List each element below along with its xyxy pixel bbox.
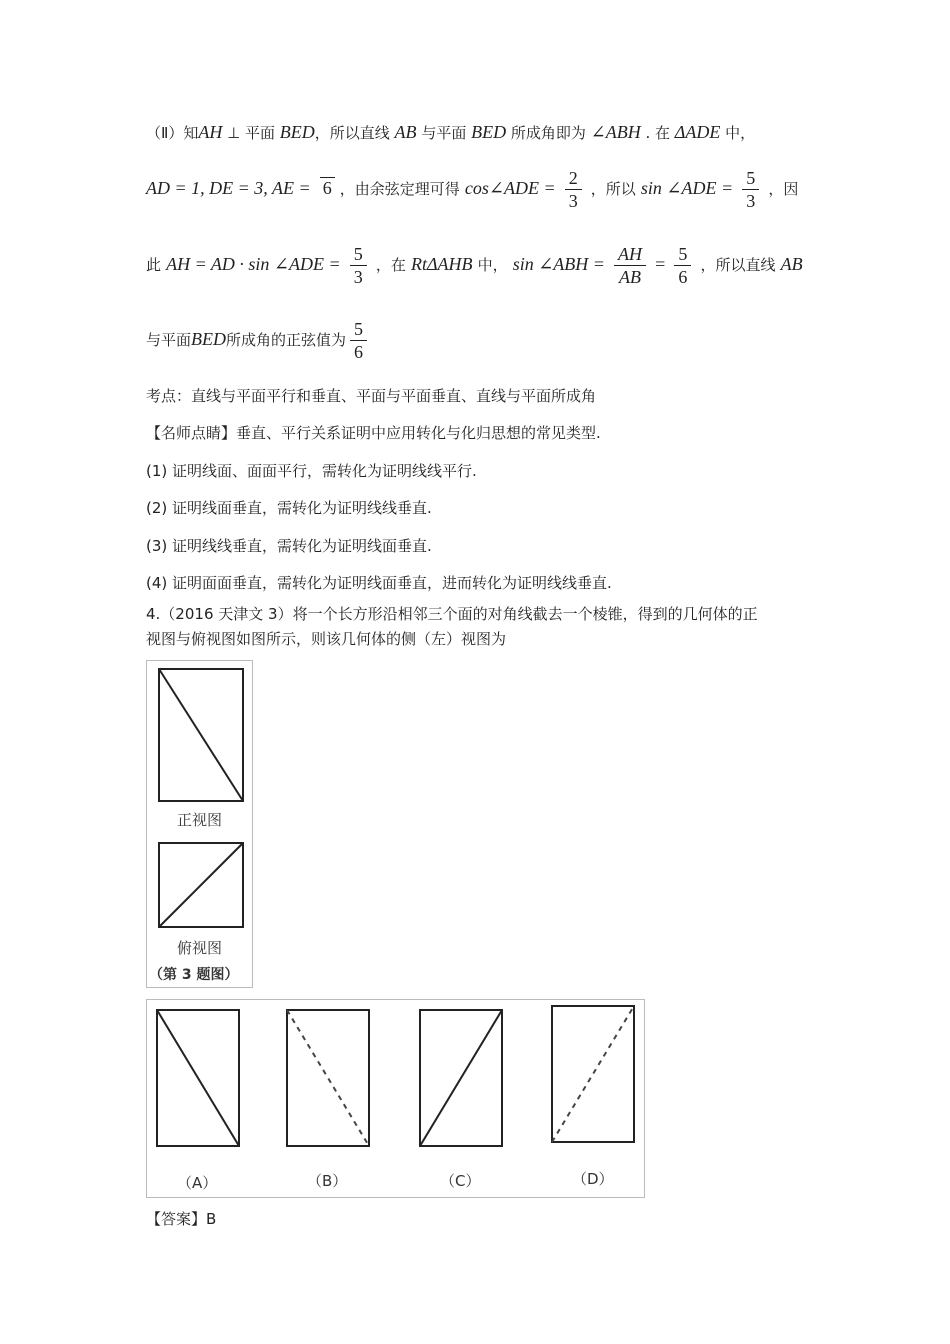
math: AH <box>198 122 223 142</box>
figure-views <box>146 660 253 988</box>
text: 与平面 <box>146 331 192 349</box>
text: . 在 <box>640 124 675 142</box>
math: sin ∠ADE = <box>640 178 734 198</box>
option-c-diagonal <box>420 1010 502 1146</box>
math: sin ∠ABH = <box>512 254 605 274</box>
math: AB <box>780 254 803 274</box>
top-view-label: 俯视图 <box>177 939 223 957</box>
option-d-diagonal <box>552 1006 634 1142</box>
text: ，所以直线 <box>700 256 776 274</box>
solution-line-4 <box>146 318 371 363</box>
front-view-label: 正视图 <box>177 811 223 829</box>
top-view-diagonal <box>159 843 243 927</box>
point-4: (4) 证明面面垂直，需转化为证明线面垂直，进而转化为证明线线垂直. <box>146 574 612 592</box>
question-line-2: 视图与俯视图如图所示，则该几何体的侧（左）视图为 <box>146 630 507 648</box>
text: 与平面 <box>416 124 472 142</box>
fraction: $\frac{AH}{AB}$ <box>614 243 646 288</box>
text: 此 <box>146 256 162 274</box>
math: = <box>655 254 666 274</box>
option-d-label: （D） <box>572 1170 614 1188</box>
option-b-label: （B） <box>307 1172 348 1190</box>
text: ，因 <box>768 180 799 198</box>
math: AD = 1, DE = 3, AE = <box>146 178 311 198</box>
math: RtΔAHB <box>410 254 473 274</box>
math: BED <box>279 122 315 142</box>
text: ，所以 <box>590 180 636 198</box>
text: 所成角即为 <box>506 124 591 142</box>
option-a-label: （A） <box>177 1174 218 1192</box>
kaodian: 考点：直线与平面平行和垂直、平面与平面垂直、直线与平面所成角 <box>146 387 597 405</box>
solution-line-1 <box>146 122 755 143</box>
text: 中， <box>720 124 756 142</box>
math: BED <box>191 329 227 349</box>
text: ，由余弦定理可得 <box>339 180 460 198</box>
figure-options <box>146 999 645 1198</box>
fraction: $\frac{5}{6}$ <box>350 318 367 363</box>
math: cos∠ADE = <box>464 178 556 198</box>
math: ∠ABH <box>590 122 641 142</box>
fraction: $\frac{2}{3}$ <box>565 167 582 212</box>
front-view-diagonal <box>159 669 243 801</box>
option-a-diagonal <box>157 1010 239 1146</box>
fraction: $\frac{5}{6}$ <box>674 243 691 288</box>
math: ΔADE <box>674 122 721 142</box>
math: AH = AD · sin ∠ADE = <box>166 254 341 274</box>
text: （Ⅱ）知 <box>146 124 199 142</box>
dianjing-title: 【名师点睛】垂直、平行关系证明中应用转化与化归思想的常见类型. <box>146 424 601 442</box>
options-drawing <box>147 1000 644 1197</box>
solution-line-3 <box>146 243 803 288</box>
math: BED <box>471 122 507 142</box>
text: ，所以直线 <box>314 124 395 142</box>
point-2: (2) 证明线面垂直，需转化为证明线线垂直. <box>146 499 432 517</box>
sqrt-symbol <box>320 177 335 199</box>
math: AB <box>394 122 417 142</box>
answer: 【答案】B <box>146 1210 217 1228</box>
point-1: (1) 证明线面、面面平行，需转化为证明线线平行. <box>146 462 477 480</box>
text: 所成角的正弦值为 <box>226 331 347 349</box>
figure-caption: （第 3 题图） <box>149 967 239 983</box>
point-3: (3) 证明线线垂直，需转化为证明线面垂直. <box>146 537 432 555</box>
text: 中， <box>477 256 508 274</box>
option-c-label: （C） <box>440 1172 481 1190</box>
question-line-1: 4.（2016 天津文 3）将一个长方形沿相邻三个面的对角线截去一个棱锥，得到的几何体的正 <box>146 605 758 623</box>
solution-line-2 <box>146 167 798 212</box>
fraction: $\frac{5}{3}$ <box>350 243 367 288</box>
fraction: $\frac{5}{3}$ <box>742 167 759 212</box>
option-b-diagonal <box>287 1010 369 1146</box>
math: 6 <box>322 178 332 198</box>
text: ⊥ 平面 <box>222 124 280 142</box>
text: ，在 <box>375 256 406 274</box>
